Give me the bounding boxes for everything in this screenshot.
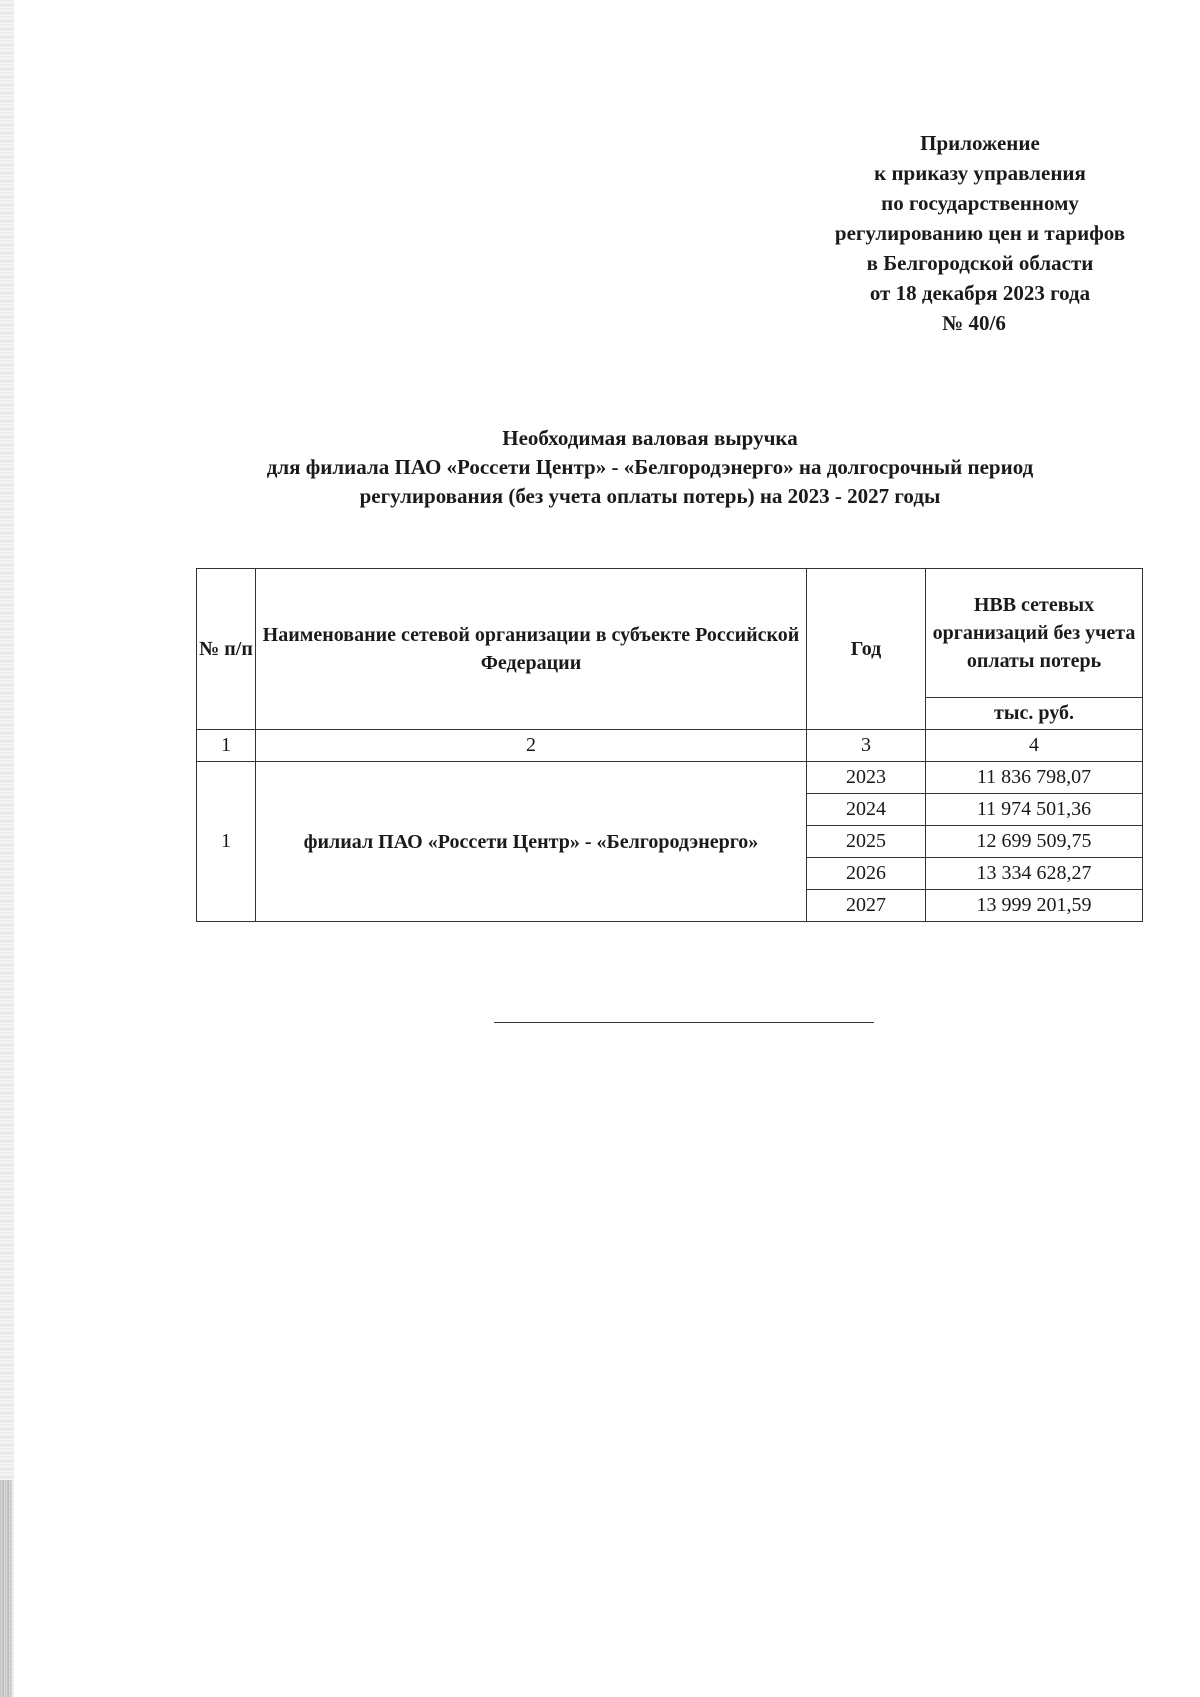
appendix-block: [780, 128, 1180, 338]
scan-edge-bottom-left: [0, 1480, 12, 1697]
column-index-row: [197, 730, 1143, 762]
appendix-line: к приказу управления: [874, 161, 1086, 185]
header-row: [197, 569, 1143, 698]
value-cell: 13 334 628,27: [926, 858, 1143, 890]
appendix-line: Приложение: [920, 131, 1040, 155]
value-cell: 13 999 201,59: [926, 890, 1143, 922]
scan-edge-left: [0, 0, 14, 1697]
year-cell: 2023: [807, 762, 926, 794]
header-org-name: Наименование сетевой организации в субъекте Российской Федерации: [256, 569, 807, 730]
order-number: № 40/6: [942, 311, 1006, 335]
column-index: 1: [197, 730, 256, 762]
value-cell: 11 836 798,07: [926, 762, 1143, 794]
year-cell: 2026: [807, 858, 926, 890]
year-cell: 2027: [807, 890, 926, 922]
header-num: № п/п: [197, 569, 256, 730]
year-cell: 2025: [807, 826, 926, 858]
title-line: регулирования (без учета оплаты потерь) на 2023 - 2027 годы: [359, 484, 941, 508]
revenue-table: [196, 568, 1143, 922]
header-year: Год: [807, 569, 926, 730]
header-nvv: НВВ сетевых организаций без учета оплаты потерь: [926, 569, 1143, 698]
column-index: 3: [807, 730, 926, 762]
year-cell: 2024: [807, 794, 926, 826]
appendix-line: по государственному: [881, 191, 1079, 215]
organization-name: филиал ПАО «Россети Центр» - «Белгородэнерго»: [256, 762, 807, 922]
document-title: [150, 424, 1150, 511]
title-line: для филиала ПАО «Россети Центр» - «Белгородэнерго» на долгосрочный период: [266, 455, 1034, 479]
value-cell: 12 699 509,75: [926, 826, 1143, 858]
value-cell: 11 974 501,36: [926, 794, 1143, 826]
closing-rule-divider: [494, 1022, 874, 1023]
appendix-line: в Белгородской области: [866, 251, 1094, 275]
title-line: Необходимая валовая выручка: [502, 426, 798, 450]
appendix-line: регулированию цен и тарифов: [834, 221, 1126, 245]
row-number: 1: [197, 762, 256, 922]
header-unit: тыс. руб.: [926, 698, 1143, 730]
column-index: 4: [926, 730, 1143, 762]
table-row: [197, 762, 1143, 794]
appendix-line: от 18 декабря 2023 года: [869, 281, 1091, 305]
column-index: 2: [256, 730, 807, 762]
